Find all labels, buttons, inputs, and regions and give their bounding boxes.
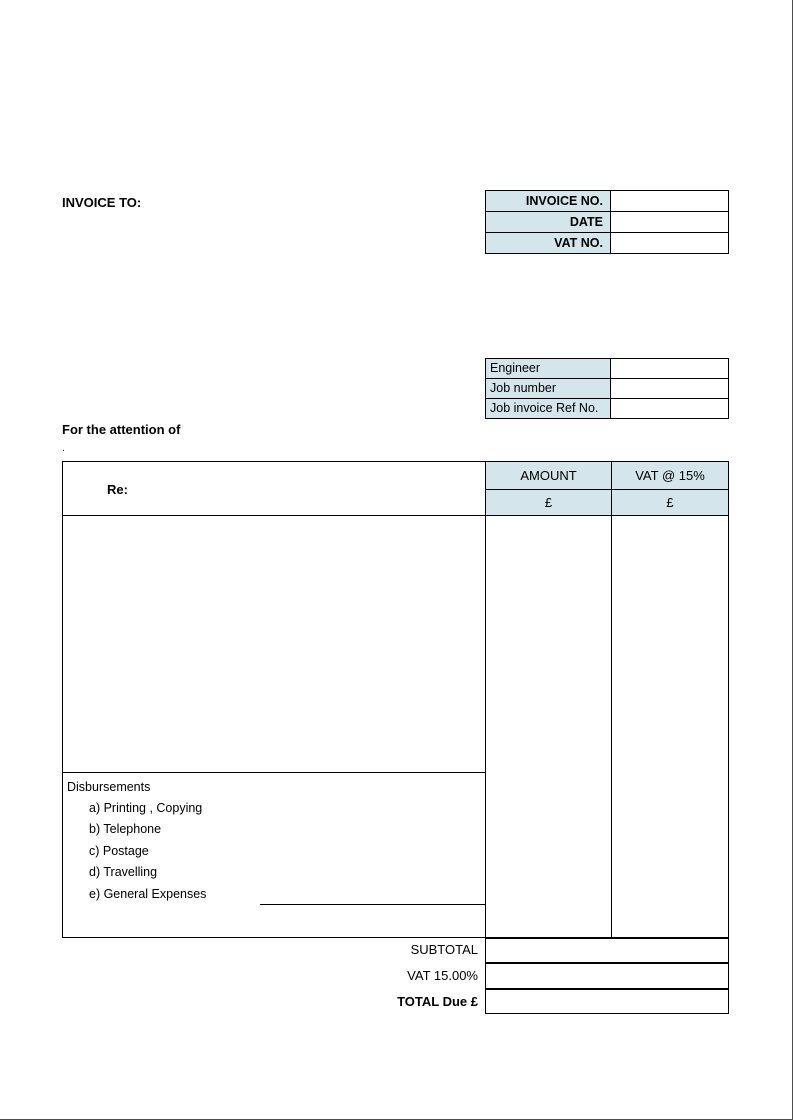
disbursement-item: a) Printing , Copying xyxy=(89,801,203,815)
vat-rate-label: VAT 15.00% xyxy=(407,968,478,983)
vat-header: VAT @ 15% xyxy=(611,461,729,490)
date-label: DATE xyxy=(485,211,611,233)
job-number-label: Job number xyxy=(485,378,611,399)
disbursement-item: b) Telephone xyxy=(89,822,162,836)
date-input[interactable] xyxy=(610,211,729,233)
invoice-no-input[interactable] xyxy=(610,190,729,212)
re-label-text: Re: xyxy=(107,482,128,497)
attention-label: For the attention of xyxy=(62,422,181,437)
disbursement-item: d) Travelling xyxy=(89,865,158,879)
job-meta-table xyxy=(485,358,729,420)
job-invoice-ref-input[interactable] xyxy=(610,398,729,419)
invoice-to-label: INVOICE TO: xyxy=(62,195,142,210)
vat-amount-value[interactable] xyxy=(485,963,729,989)
line-items-description-area[interactable] xyxy=(62,515,486,773)
total-due-label: TOTAL Due £ xyxy=(397,994,478,1009)
engineer-input[interactable] xyxy=(610,358,729,379)
subtotal-value[interactable] xyxy=(485,938,729,963)
disbursement-item: e) General Expenses xyxy=(89,887,207,901)
vat-no-label: VAT NO. xyxy=(485,232,611,254)
vat-column-input[interactable] xyxy=(611,515,729,938)
disbursements-area[interactable] xyxy=(62,772,486,938)
disbursement-item: c) Postage xyxy=(89,844,149,858)
disbursements-title: Disbursements xyxy=(67,780,151,794)
engineer-label: Engineer xyxy=(485,358,611,379)
attention-value: . xyxy=(62,443,65,454)
amount-column-input[interactable] xyxy=(485,515,612,938)
subtotal-label: SUBTOTAL xyxy=(410,942,478,957)
amount-header: AMOUNT xyxy=(485,461,612,490)
invoice-meta-table xyxy=(485,190,729,255)
vat-no-input[interactable] xyxy=(610,232,729,254)
vat-currency-symbol: £ xyxy=(611,489,729,516)
job-number-input[interactable] xyxy=(610,378,729,399)
amount-currency-symbol: £ xyxy=(485,489,612,516)
job-invoice-ref-label: Job invoice Ref No. xyxy=(485,398,611,419)
disbursements-underline xyxy=(260,904,486,905)
invoice-no-label: INVOICE NO. xyxy=(485,190,611,212)
total-due-value[interactable] xyxy=(485,989,729,1014)
